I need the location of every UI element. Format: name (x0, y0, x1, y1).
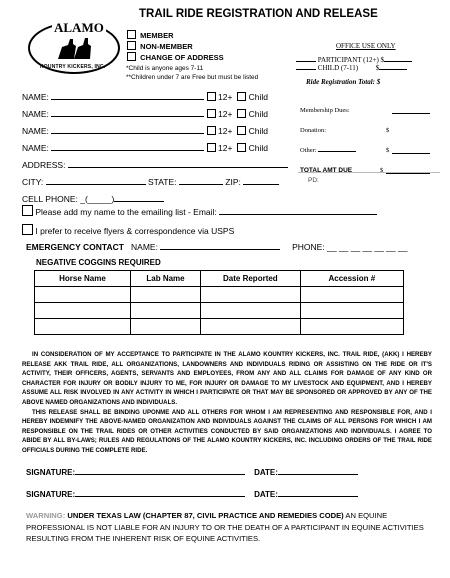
usps-checkbox[interactable] (22, 224, 33, 235)
col-horse-name: Horse Name (35, 271, 131, 287)
table-row (35, 303, 404, 319)
total-amt-due-label: TOTAL AMT DUE (300, 167, 353, 174)
usps-option[interactable]: I prefer to receive flyers & correspondence via USPS (22, 223, 377, 240)
ride-total: Ride Registration Total: $ (306, 78, 381, 86)
name-input[interactable] (51, 150, 204, 151)
name-input[interactable] (51, 116, 204, 117)
adult-checkbox[interactable] (207, 109, 216, 118)
adult-checkbox[interactable] (207, 92, 216, 101)
other-label: Other: (300, 147, 317, 154)
change-address-checkbox[interactable] (127, 52, 136, 61)
emergency-title: EMERGENCY CONTACT (26, 242, 124, 252)
signature-input[interactable] (75, 496, 245, 497)
cell-row: CELL PHONE: _(_____) (22, 191, 288, 208)
email-checkbox[interactable] (22, 205, 33, 216)
child-checkbox[interactable] (237, 143, 246, 152)
participant-label: PARTICIPANT (12+) (317, 56, 379, 64)
address-input[interactable] (68, 167, 288, 168)
email-option[interactable]: Please add my name to the emailing list - Email: (22, 204, 377, 221)
office-fees: Membership Dues: Donation: $ Other: $ TOTAL AMT DUE $ (300, 101, 440, 181)
child-checkbox[interactable] (237, 109, 246, 118)
emergency-name-input[interactable] (160, 249, 280, 250)
zip-input[interactable] (243, 184, 279, 185)
logo-bottom-text: KOUNTRY KICKERS, INC. (40, 64, 106, 70)
membership-options (127, 30, 224, 63)
name-input[interactable] (51, 99, 204, 100)
release-paragraph-2: THIS RELEASE SHALL BE BINDING UPONME AND ALL OTHERS FOR WHOM I AM REPRESENTING AND RESPONSIBLE FOR, AND I HEREBY INDEMNIFY THE ABOVE-NAMED ORGANIZATION AND INDIVIDUALS AGAINST THE CLAIMS OF ALL PERSONS FOR WHICH I AM RESPONSIBLE ON THE TRAIL RIDES OR OTHER ACTIVITIES CONDUCTED BY SAID ORGANIZATIONS AND INDIVIDUALS. I AGREE TO ABIDE BY ALL BY-LAWS; RULES AND REGULATIONS OF THE ALAMO KOUNTRY KICKERS, INC. INCLUDING ORDERS OF THE TRAIL RIDE OFFICIALS DURING THE COMPLETE RIDE. (22, 408, 432, 454)
signature-row-1: SIGNATURE: DATE: (26, 468, 358, 477)
name-row: NAME: 12+ Child (22, 126, 268, 136)
col-date-reported: Date Reported (201, 271, 301, 287)
col-accession: Accession # (300, 271, 403, 287)
signature-row-2: SIGNATURE: DATE: (26, 490, 358, 499)
change-address-option[interactable]: CHANGE OF ADDRESS (127, 52, 224, 63)
horse-riders-icon (54, 33, 96, 63)
release-text (22, 350, 432, 456)
free-note: **Children under 7 are Free but must be listed (126, 74, 259, 81)
club-logo (28, 22, 120, 74)
office-title: OFFICE USE ONLY (336, 42, 396, 50)
warning-label: WARNING: (26, 511, 66, 520)
name-row: NAME: 12+ Child (22, 143, 268, 153)
email-input[interactable] (219, 214, 377, 215)
child-checkbox[interactable] (237, 126, 246, 135)
emergency-phone-input[interactable]: __ __ __ __ __ __ __ (327, 242, 408, 252)
contact-preferences (22, 204, 377, 240)
child-label: CHILD (7-11) (317, 64, 359, 72)
table-row (35, 319, 404, 335)
name-rows (22, 89, 288, 208)
office-use-panel: OFFICE USE ONLY PARTICIPANT (12+) $ CHILD (7-11) $ Ride Registration Total: $ (296, 42, 412, 86)
coggins-table (34, 270, 404, 335)
date-input[interactable] (278, 474, 358, 475)
date-input[interactable] (278, 496, 358, 497)
emergency-contact: EMERGENCY CONTACT NAME: PHONE: __ __ __ __ __ __ __ (26, 242, 408, 252)
child-checkbox[interactable] (237, 92, 246, 101)
membership-dues-label: Membership Dues: (300, 107, 350, 114)
name-input[interactable] (51, 133, 204, 134)
table-row (35, 287, 404, 303)
city-input[interactable] (46, 184, 146, 185)
non-member-option[interactable]: NON-MEMBER (127, 41, 224, 52)
city-row: CITY: STATE: ZIP: (22, 174, 288, 191)
cell-phone-input[interactable] (114, 201, 164, 202)
non-member-checkbox[interactable] (127, 41, 136, 50)
state-input[interactable] (179, 184, 223, 185)
adult-checkbox[interactable] (207, 143, 216, 152)
page-title: TRAIL RIDE REGISTRATION AND RELEASE (139, 8, 378, 20)
address-row: ADDRESS: (22, 157, 288, 174)
name-row: NAME: 12+ Child (22, 92, 268, 102)
pd-field: PD: (298, 172, 440, 184)
signature-input[interactable] (75, 474, 245, 475)
coggins-title: NEGATIVE COGGINS REQUIRED (36, 258, 161, 267)
age-notes (126, 64, 258, 82)
adult-checkbox[interactable] (207, 126, 216, 135)
child-note: *Child is anyone ages 7-11 (126, 65, 204, 72)
release-paragraph-1: IN CONSIDERATION OF MY ACCEPTANCE TO PARTICIPATE IN THE ALAMO KOUNTRY KICKERS, INC. TRAIL RIDE, (AKK) I HEREBY RELEASE AKK TRAIL RIDE, ALL ORGANIZATIONS, LANDOWNERS AND INDIVIDUALS RIDING OR ASSISTING ON THE RIDE OR IT'S ACTIVITY, THEIR OFFICERS, AGENTS, SERVANTS AND EMPLOYEES, FROM ANY AND ALL CLAIMS FOR DAMAGE OF ANY KIND OR CHARACTER FOR INJURY OR BODILY INJURY TO ME, FOR INJURY OR DAMAGE TO MY LIVESTOCK AND EQUIPMENT, AND I HEREBY ASSUME ALL RISK INVOLVED IN ANY ACTIVITY IN WHICH I PARTICIPATE OR THAT MAY BE SPONSORED OR APPROVED BY ANY OF THE ABOVE NAMED ORGANIZATIONS AND INDIVIDUALS. (22, 351, 432, 406)
member-option[interactable]: MEMBER (127, 30, 224, 41)
logo-top-text: ALAMO (54, 20, 104, 35)
equine-warning: WARNING: UNDER TEXAS LAW (CHAPTER 87, CIVIL PRACTICE AND REMEDIES CODE) AN EQUINE PROFESSIONAL IS NOT LIABLE FOR AN INJURY TO OR THE DEATH OF A PARTICIPANT IN EQUINE ACTIVITIES RESULTING FROM THE INHERENT RISK OF EQUINE ACTIVITIES. (26, 511, 424, 543)
name-row: NAME: 12+ Child (22, 109, 268, 119)
col-lab-name: Lab Name (130, 271, 200, 287)
member-checkbox[interactable] (127, 30, 136, 39)
coggins-table-wrap (34, 270, 404, 335)
coggins-header-row (35, 271, 404, 287)
donation-label: Donation: (300, 127, 326, 134)
